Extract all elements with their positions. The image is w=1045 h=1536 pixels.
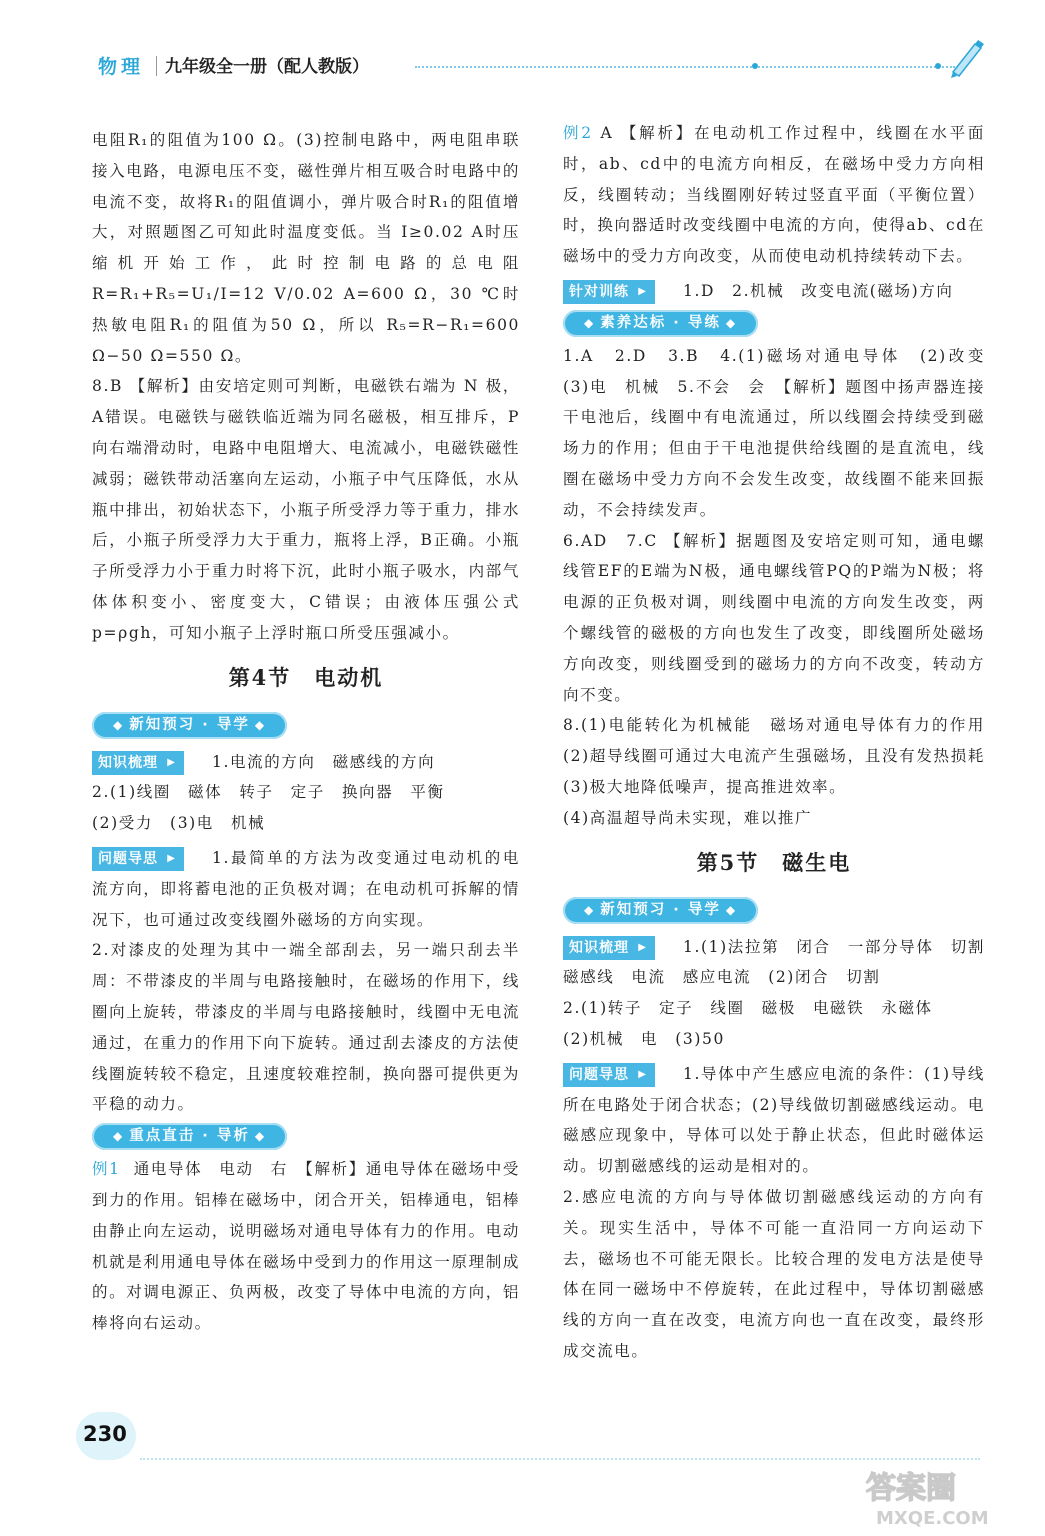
page-header [0,0,1045,92]
section-5-title: 第5节 磁生电 [696,849,852,875]
svg-text:MXQE.COM: MXQE.COM [876,1508,989,1529]
example-text: A 【解析】在电动机工作过程中，线圈在水平面时，ab、cd中的电流方向相反，在磁场中受力方向相反，线圈转动；当线圈刚好转过竖直平面（平衡位置）时，换向器适时改变线圈中电流的方向，使得ab、cd在磁场中的受力方向改变，从而使电动机持续转动下去。 [563,124,986,266]
example-2 [563,118,985,272]
practice-1: 1.A 2.D 3.B 4.(1)磁场对通电导体 (2)改变 (3)电 机械 5.不会 会 【解析】题图中扬声器连接干电池后，线圈中有电流通过，所以线圈会持续受到磁场力的作用；但由于干电池提供给线圈的是直流电，线圈在磁场中受力方向不会发生改变，故线圈不能来回振动，不会持续发声。 [563,346,1003,519]
section-4-title: 第4节 电动机 [228,664,384,690]
practice-2: 6.AD 7.C 【解析】据题图及安培定则可知，通电螺线管EF的E端为N极，通电螺线管PQ的P端为N极；将电源的正负极对调，则线圈中电流的方向发生改变，两个螺线管的磁极的方向也发生了改变，即线圈所处磁场方向改变，则线圈受到的磁场力的方向不改变，转动方向不变。 [563,531,985,704]
footer-dotted-line [140,1458,980,1460]
left-column [92,125,520,1339]
example-label: 例2 [563,124,593,142]
header-dot [752,63,758,69]
header-dot [935,63,941,69]
paragraph-continued: 电阻R₁的阻值为100 Ω。(3)控制电路中，两电阻串联接入电路，电源电压不变，磁性弹片相互吸合时电路中的电流不变，故将R₁的阻值调小，弹片吸合时R₁的阻值增大，对照题图乙可知此时温度变低。当 I≥0.02 A时压缩机开始工作，此时控制电路的总电阻 R=R₁+R₅=U₁/I=12 V/0.02 A=600 Ω，30 ℃时热敏电阻R₁的阻值为50 Ω，所以 R₅=R−R₁=600 Ω−50 Ω=550 Ω。 [92,131,520,365]
pen-icon [945,36,987,80]
tag-knowledge-2: 知识梳理 ▶ [563,936,655,960]
banner-label: 新知预习 · 导学 [129,716,250,733]
knowledge-1: 1.电流的方向 磁感线的方向 [212,752,436,771]
knowledge5-3: (2)机械 电 (3)50 [563,1029,725,1048]
practice-4: (4)高温超导尚未实现，难以推广 [563,808,813,827]
banner-label: 新知预习 · 导学 [600,901,721,918]
header-dotted-line [415,66,955,68]
banner-preview-2: ◆ 新知预习 · 导学 ◆ [563,897,758,924]
example-text: 通电导体 电动 右 【解析】通电导体在磁场中受到力的作用。铝棒在磁场中，闭合开关，铝棒通电，铝棒由静止向左运动，说明磁场对通电导体有力的作用。电动机就是利用通电导体在磁场中受到力的作用这一原理制成的。对调电源正、负两极，改变了导体中电流的方向，铝棒将向右运动。 [92,1160,521,1333]
practice-3: 8.(1)电能转化为机械能 磁场对通电导体有力的作用 (2)超导线圈可通过大电流产生强磁场，且没有发热损耗 (3)极大地降低噪声，提高推进效率。 [563,716,1003,796]
page-number-badge [68,1412,138,1462]
knowledge-2: 2.(1)线圈 磁体 转子 定子 换向器 平衡 [92,783,445,802]
example-1 [92,1154,520,1339]
grade-title: 九年级全一册（配人教版） [165,57,369,77]
question5-2: 2.感应电流的方向与导体做切割磁感线运动的方向有关。现实生活中，导体不可能一直沿同一方向运动下去，磁场也不可能无限长。比较合理的发电方法是使导体在同一磁场中不停旋转，在此过程中，导体切割磁感线的方向一直在改变，电流方向也一直在改变，最终形成交流电。 [563,1187,985,1360]
training-answers: 1.D 2.机械 改变电流(磁场)方向 [683,281,954,300]
question5-1: 1.导体中产生感应电流的条件：(1)导线所在电路处于闭合状态；(2)导线做切割磁感线运动。电磁感应现象中，导体可以处于静止状态，但此时磁体运动。切割磁感线的运动是相对的。 [563,1064,985,1176]
question-1: 1.最简单的方法为改变通过电动机的电流方向，即将蓄电池的正负极对调；在电动机可拆解的情况下，也可通过改变线圈外磁场的方向实现。 [92,848,520,929]
banner-key-points: ◆ 重点直击 · 导析 ◆ [92,1123,287,1150]
tag-training: 针对训练 ▶ [563,280,655,304]
svg-text:答案圈: 答案圈 [866,1471,956,1506]
right-column [563,118,1003,1367]
knowledge5-1: 1.(1)法拉第 闭合 一部分导体 切割磁感线 电流 感应电流 (2)闭合 切割 [563,937,985,987]
example-label: 例1 [92,1160,121,1179]
banner-label: 素养达标 · 导练 [600,314,721,331]
header-divider [156,56,157,76]
knowledge-3: (2)受力 (3)电 机械 [92,814,266,833]
knowledge5-2: 2.(1)转子 定子 线圈 磁极 电磁铁 永磁体 [563,999,933,1018]
banner-preview: ◆ 新知预习 · 导学 ◆ [92,712,287,739]
tag-question-2: 问题导思 ▶ [563,1063,655,1087]
banner-label: 重点直击 · 导析 [129,1128,250,1145]
tag-knowledge: 知识梳理 ▶ [92,751,184,775]
answer-8: 8.B 【解析】由安培定则可判断，电磁铁右端为 N 极，A错误。电磁铁与磁铁临近端为同名磁极，相互排斥，P向右端滑动时，电路中电阻增大、电流减小，电磁铁磁性减弱；磁铁带动活塞向左运动，小瓶子中气压降低，水从瓶中排出，初始状态下，小瓶子所受浮力等于重力，排水后，小瓶子所受浮力大于重力，瓶将上浮，B正确。小瓶子所受浮力小于重力时将下沉，此时小瓶子吸水，内部气体体积变小、密度变大，C错误；由液体压强公式 p=ρgh，可知小瓶子上浮时瓶口所受压强减小。 [92,377,520,642]
banner-practice: ◆ 素养达标 · 导练 ◆ [563,310,758,337]
question-2: 2.对漆皮的处理为其中一端全部刮去，另一端只刮去半周：不带漆皮的半周与电路接触时，在磁场的作用下，线圈向上旋转，带漆皮的半周与电路接触时，线圈中无电流通过，在重力的作用下向下旋转。通过刮去漆皮的方法使线圈旋转较不稳定，且速度较难控制，换向器可提供更为平稳的动力。 [92,941,520,1114]
page-number: 230 [83,1422,127,1446]
tag-question: 问题导思 ▶ [92,847,184,871]
watermark-logo [860,1464,990,1530]
subject-title: 物理 [98,56,145,78]
